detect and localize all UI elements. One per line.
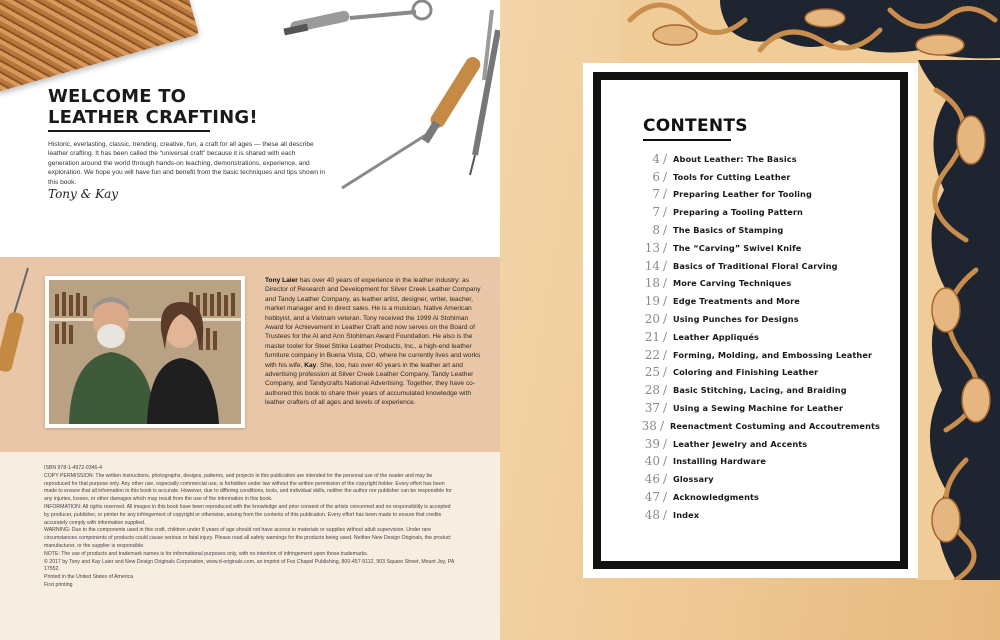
toc-entry[interactable]	[640, 275, 880, 293]
toc-page-number: 37	[644, 401, 660, 416]
toc-slash: /	[659, 418, 664, 433]
toc-label: About Leather: The Basics	[673, 153, 797, 164]
toc-label: Preparing Leather for Tooling	[673, 189, 812, 200]
toc-page-number: 19	[644, 294, 660, 309]
toc-entry[interactable]	[640, 506, 880, 524]
toc-entry[interactable]	[640, 417, 880, 435]
toc-slash: /	[663, 187, 668, 202]
toc-slash: /	[663, 507, 668, 522]
toc-entry[interactable]	[640, 346, 880, 364]
table-of-contents	[640, 150, 880, 524]
toc-page-number: 7	[652, 205, 660, 220]
toc-page-number: 13	[644, 240, 660, 255]
toc-entry[interactable]	[640, 488, 880, 506]
first-printing-line: First printing	[44, 581, 73, 588]
toc-entry[interactable]	[640, 364, 880, 382]
toc-page-number: 38	[641, 418, 657, 433]
toc-slash: /	[663, 436, 668, 451]
toc-label: Using a Sewing Machine for Leather	[673, 403, 844, 414]
toc-slash: /	[663, 205, 668, 220]
tooled-leather-floral-top	[620, 0, 1000, 65]
toc-label: The Basics of Stamping	[673, 225, 784, 236]
toc-slash: /	[663, 490, 668, 505]
toc-label: Acknowledgments	[673, 492, 759, 503]
printed-in-line: Printed in the United States of America	[44, 574, 134, 581]
toc-label: Glossary	[673, 474, 714, 485]
welcome-title-line1: WELCOME TO	[48, 86, 187, 107]
toc-entry[interactable]	[640, 203, 880, 221]
toc-entry[interactable]	[640, 435, 880, 453]
toc-entry[interactable]	[640, 381, 880, 399]
toc-page-number: 7	[652, 187, 660, 202]
toc-slash: /	[663, 383, 668, 398]
toc-label: The “Carving” Swivel Knife	[673, 242, 802, 253]
copyright-legal-text	[44, 465, 456, 590]
toc-page-number: 18	[644, 276, 660, 291]
toc-slash: /	[663, 365, 668, 380]
toc-label: Coloring and Finishing Leather	[673, 367, 819, 378]
authors-photo	[45, 276, 245, 428]
toc-slash: /	[663, 169, 668, 184]
toc-slash: /	[663, 223, 668, 238]
copy-permission: COPY PERMISSION: The written instructions, photographs, designs, patterns, and projects in this publication are intended for the personal use of the reader and may be reproduced for that purpose only. Any other use, especially commercial use, is forbidden under law without the written permission of the copyright holder. Every effort has been made to ensure that all information in this book is accurate. However, due to differing conditions, tools, and individual skills, neither the author nor publisher can be responsible for any injuries, losses, or other damages which may result from the use of the information in this book.	[44, 472, 452, 503]
toc-slash: /	[663, 312, 668, 327]
toc-page-number: 48	[644, 507, 660, 522]
toc-label: Basic Stitching, Lacing, and Braiding	[673, 385, 847, 396]
toc-slash: /	[663, 329, 668, 344]
signature: Tony & Kay	[48, 187, 119, 201]
copyright-line: © 2017 by Tony and Kay Laier and New Design Originals Corporation, www.d-originals.com, an imprint of Fox Chapel Publishing, 800-457-9112, 903 Square Street, Mount Joy, PA 17552.	[44, 558, 455, 573]
toc-label: Forming, Molding, and Embossing Leather	[673, 349, 873, 360]
toc-entry[interactable]	[640, 221, 880, 239]
toc-page-number: 28	[644, 383, 660, 398]
toc-page-number: 46	[644, 472, 660, 487]
toc-slash: /	[663, 401, 668, 416]
contents-title: CONTENTS	[643, 116, 748, 136]
toc-label: Index	[673, 509, 700, 520]
toc-entry[interactable]	[640, 470, 880, 488]
toc-page-number: 6	[652, 169, 660, 184]
author-name-kay: Kay	[304, 361, 317, 369]
toc-entry[interactable]	[640, 453, 880, 471]
toc-entry[interactable]	[640, 399, 880, 417]
toc-label: Installing Hardware	[673, 456, 767, 467]
isbn-line: ISBN 978-1-4972-0346-4	[44, 465, 102, 471]
toc-page-number: 8	[652, 223, 660, 238]
toc-page-number: 39	[644, 436, 660, 451]
toc-label: Leather Jewelry and Accents	[673, 438, 808, 449]
toc-label: Preparing a Tooling Pattern	[673, 207, 803, 218]
toc-page-number: 47	[644, 490, 660, 505]
toc-page-number: 4	[652, 151, 660, 166]
toc-page-number: 14	[644, 258, 660, 273]
toc-entry[interactable]	[640, 257, 880, 275]
warning-notice: WARNING: Due to the components used in this craft, children under 8 years of age should not have access to materials or supplies without adult supervision. Under rare circumstances components of products could cause serious or fatal injury. Please read all safety warnings for the products being used. Neither New Design Originals, the product manufacturer, or the supplier is responsible.	[44, 527, 451, 549]
toc-slash: /	[663, 454, 668, 469]
toc-label: Using Punches for Designs	[673, 314, 799, 325]
tooled-leather-floral-side	[916, 60, 1000, 580]
bio-part1: has over 40 years of experience in the leather industry: as Director of Research and Development for Silver Creek Leather Company and Tandy Leather Company, as leather artist, designer, writer, teacher, market manager and in direct sales. He is a musician, Native American hobbyist, and a Vietnam veteran. Tony received the 1999 Al Stohlman Award for Achievement in Leather Craft and now serves on the Board of Trustees for the Al and Ann Stohlman Award Foundation. He also is the master tooler for Steel Strike Leather Products, Inc., a high-end leather furniture company in Buena Vista, CO, where he currently lives and works with his wife,	[265, 277, 481, 369]
authors-photo-image	[49, 280, 241, 424]
title-underline	[48, 130, 210, 132]
toc-page-number: 25	[644, 365, 660, 380]
bio-part2: . She, too, has over 40 years in the leather art and advertising profession at Silver Creek Leather Company, Tandy Leather Company, and Tandycrafts National Advertising. Together, they have co-authored this book to share their years of accumulated knowledge with leather crafters of all ages and levels of experience.	[265, 361, 476, 407]
toc-entry[interactable]	[640, 328, 880, 346]
toc-slash: /	[663, 276, 668, 291]
trademark-note: NOTE: The use of products and trademark names is for informational purposes only, with no intention of infringement upon those trademarks.	[44, 550, 369, 557]
contents-title-underline	[643, 139, 731, 141]
toc-slash: /	[663, 347, 668, 362]
toc-entry[interactable]	[640, 186, 880, 204]
welcome-paragraph: Historic, everlasting, classic, trending, creative, fun, a craft for all ages — these all describe leather crafting. It has been called the “universal craft” because it is shared with each generation around the world through hands-on teaching, demonstrations, experience, and exploration. We hope you will have fun and benefit from the basic techniques and tips shown in this book.	[48, 141, 325, 186]
toc-label: Tools for Cutting Leather	[673, 171, 791, 182]
toc-slash: /	[663, 294, 668, 309]
toc-page-number: 22	[644, 347, 660, 362]
toc-slash: /	[663, 472, 668, 487]
toc-page-number: 20	[644, 312, 660, 327]
toc-label: Basics of Traditional Floral Carving	[673, 260, 838, 271]
toc-entry[interactable]	[640, 292, 880, 310]
toc-entry[interactable]	[640, 239, 880, 257]
welcome-title	[48, 86, 258, 128]
toc-slash: /	[663, 258, 668, 273]
toc-label: Edge Treatments and More	[673, 296, 800, 307]
toc-label: More Carving Techniques	[673, 278, 792, 289]
awl-tool-image	[0, 264, 32, 374]
welcome-title-line2: LEATHER CRAFTING!	[48, 107, 258, 128]
toc-entry[interactable]	[640, 168, 880, 186]
toc-page-number: 21	[644, 329, 660, 344]
author-name-tony: Tony Laier	[265, 277, 298, 284]
author-bio-text	[265, 276, 487, 408]
toc-page-number: 40	[644, 454, 660, 469]
toc-label: Reenactment Costuming and Accoutrements	[669, 420, 880, 431]
information-notice: INFORMATION: All rights reserved. All images in this book have been reproduced with the knowledge and prior consent of the artists concerned and no responsibility is accepted by producer, publisher, or printer for any infringement of copyright or otherwise, arising from the contents of this publication. Every effort has been made to ensure that credits accurately comply with information supplied.	[44, 503, 451, 526]
toc-entry[interactable]	[640, 150, 880, 168]
toc-slash: /	[663, 151, 668, 166]
toc-slash: /	[663, 240, 668, 255]
toc-label: Leather Appliqués	[673, 331, 760, 342]
toc-entry[interactable]	[640, 310, 880, 328]
